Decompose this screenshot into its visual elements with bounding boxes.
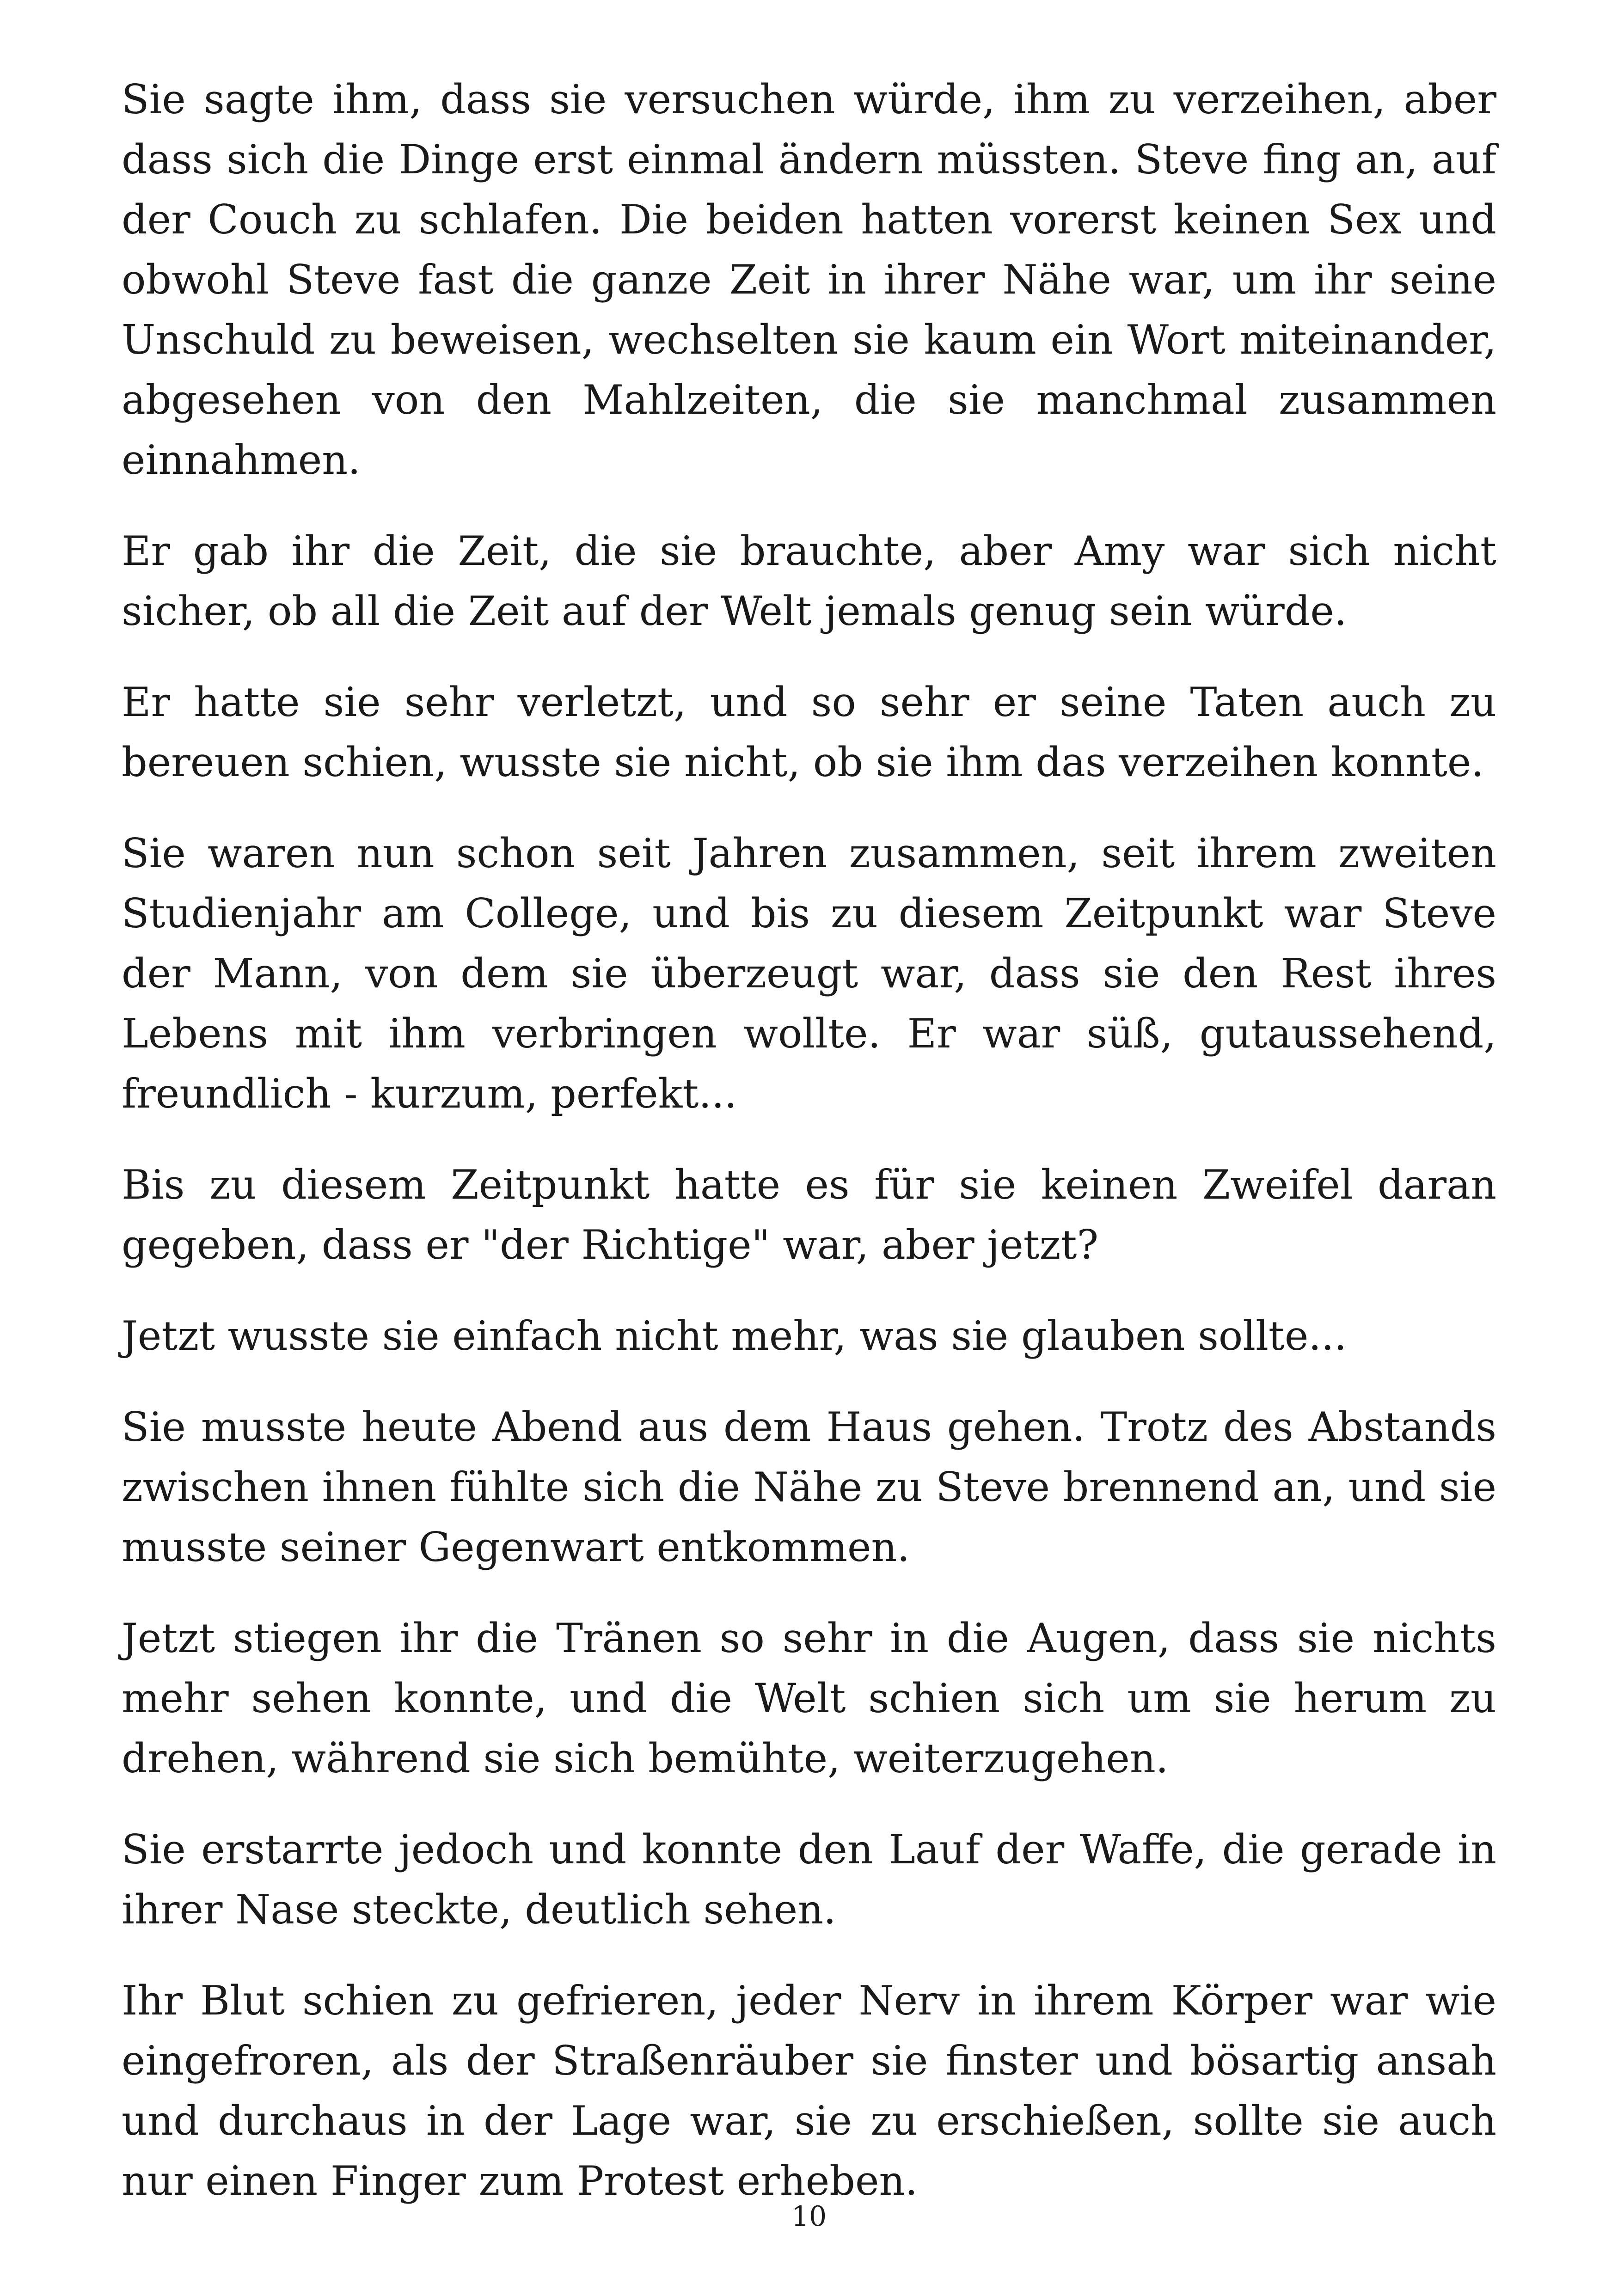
paragraph: Ihr Blut schien zu gefrieren, jeder Nerv in ihrem Körper war wie eingefroren, als der Straßenräuber sie finster und bösartig ansah und durchaus in der Lage war, sie zu erschießen, sollte sie auch nur einen Finger zum Protest erheben. bbox=[122, 1977, 1496, 2204]
paragraph: Sie erstarrte jedoch und konnte den Lauf der Waffe, die gerade in ihrer Nase steckte, deutlich sehen. bbox=[122, 1826, 1496, 1933]
paragraph: Er hatte sie sehr verletzt, und so sehr er seine Taten auch zu bereuen schien, wusste sie nicht, ob sie ihm das verzeihen konnte. bbox=[122, 679, 1496, 786]
body-text bbox=[122, 69, 1496, 2242]
paragraph: Sie musste heute Abend aus dem Haus gehen. Trotz des Abstands zwischen ihnen fühlte sich die Nähe zu Steve brennend an, und sie musste seiner Gegenwart entkommen. bbox=[122, 1403, 1496, 1571]
page-number: 10 bbox=[791, 2200, 827, 2233]
paragraph: Jetzt stiegen ihr die Tränen so sehr in die Augen, dass sie nichts mehr sehen konnte, und die Welt schien sich um sie herum zu drehen, während sie sich bemühte, weiterzugehen. bbox=[122, 1615, 1496, 1782]
paragraph: Sie sagte ihm, dass sie versuchen würde, ihm zu verzeihen, aber dass sich die Dinge erst einmal ändern müssten. Steve fing an, auf der Couch zu schlafen. Die beiden hatten vorerst keinen Sex und obwohl Steve fast die ganze Zeit in ihrer Nähe war, um ihr seine Unschuld zu beweisen, wechselten sie kaum ein Wort miteinander, abgesehen von den Mahlzeiten, die sie manchmal zusammen einnahmen. bbox=[122, 76, 1496, 484]
paragraph: Jetzt wusste sie einfach nicht mehr, was sie glauben sollte... bbox=[122, 1312, 1347, 1359]
paragraph: Sie waren nun schon seit Jahren zusammen, seit ihrem zweiten Studienjahr am College, und bis zu diesem Zeitpunkt war Steve der Mann, von dem sie überzeugt war, dass sie den Rest ihres Lebens mit ihm verbringen wollte. Er war süß, gutaussehend, freundlich - kurzum, perfekt... bbox=[122, 830, 1496, 1117]
paragraph: Er gab ihr die Zeit, die sie brauchte, aber Amy war sich nicht sicher, ob all die Zeit auf der Welt jemals genug sein würde. bbox=[122, 527, 1496, 635]
paragraph: Bis zu diesem Zeitpunkt hatte es für sie keinen Zweifel daran gegeben, dass er "der Richtige" war, aber jetzt? bbox=[122, 1161, 1496, 1268]
